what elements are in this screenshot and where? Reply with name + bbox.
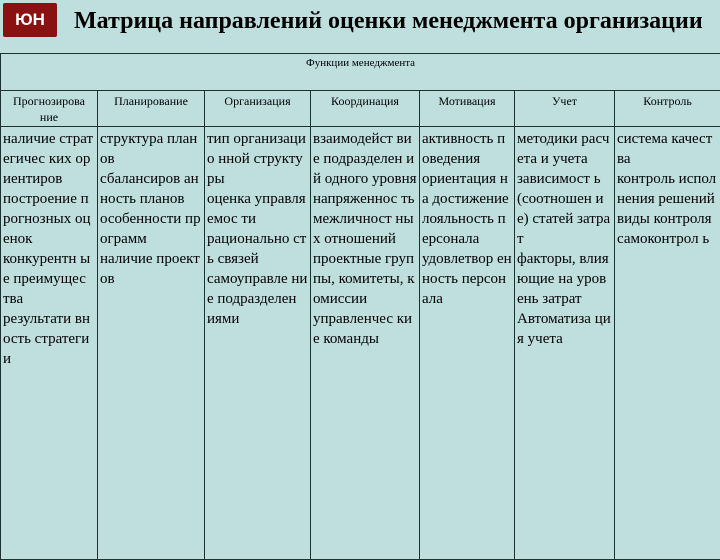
matrix-item: лояльность персонала — [422, 209, 512, 249]
matrix-item: рационально сть связей — [207, 229, 308, 269]
column-cell — [98, 127, 205, 560]
column-header: Прогнозирова ние — [1, 91, 98, 127]
column-header: Контроль — [615, 91, 720, 127]
matrix-item: виды контроля — [617, 209, 718, 229]
matrix-item: зависимост ь (соотношен ие) статей затрат — [517, 169, 612, 249]
matrix-item: самоконтрол ь — [617, 229, 718, 249]
matrix-item: проектные группы, комитеты, комиссии — [313, 249, 417, 309]
matrix-item: конкурентн ые преимущес тва — [3, 249, 95, 309]
matrix-item: результати вность стратегии — [3, 309, 95, 369]
matrix-item: особенности программ — [100, 209, 202, 249]
super-header: Функции менеджмента — [1, 54, 720, 91]
matrix-item: структура планов — [100, 129, 202, 169]
column-header: Координация — [311, 91, 420, 127]
matrix-item: активность поведения — [422, 129, 512, 169]
column-cell — [615, 127, 720, 560]
matrix-item: наличие стратегичес ких ориентиров — [3, 129, 95, 189]
matrix-item: система качества — [617, 129, 718, 169]
matrix-item: методики расчета и учета — [517, 129, 612, 169]
matrix-item: взаимодейст вие подразделен ий одного уровня — [313, 129, 417, 189]
column-header: Планирование — [98, 91, 205, 127]
column-cell — [420, 127, 515, 560]
column-cell — [1, 127, 98, 560]
matrix-item: управленчес кие команды — [313, 309, 417, 349]
matrix-item: наличие проектов — [100, 249, 202, 289]
matrix-item: оценка управляемос ти — [207, 189, 308, 229]
column-header: Организация — [205, 91, 311, 127]
matrix-item: построение прогнозных оценок — [3, 189, 95, 249]
matrix-item: самоуправле ние подразделен иями — [207, 269, 308, 329]
matrix-item: Автоматиза ция учета — [517, 309, 612, 349]
matrix-item: сбалансиров анность планов — [100, 169, 202, 209]
evaluation-matrix-table — [0, 53, 720, 560]
column-cell — [205, 127, 311, 560]
column-cell — [515, 127, 615, 560]
column-header: Мотивация — [420, 91, 515, 127]
logo: ЮН — [3, 3, 57, 37]
page-title: Матрица направлений оценки менеджмента организации — [74, 8, 714, 35]
matrix-item: факторы, влияющие на уровень затрат — [517, 249, 612, 309]
matrix-item: контроль исполнения решений — [617, 169, 718, 209]
matrix-item: удовлетвор енность персонала — [422, 249, 512, 309]
column-header: Учет — [515, 91, 615, 127]
column-cell — [311, 127, 420, 560]
matrix-item: ориентация на достижение — [422, 169, 512, 209]
matrix-item: тип организацио нной структуры — [207, 129, 308, 189]
matrix-item: напряженнос ть межличност ных отношений — [313, 189, 417, 249]
